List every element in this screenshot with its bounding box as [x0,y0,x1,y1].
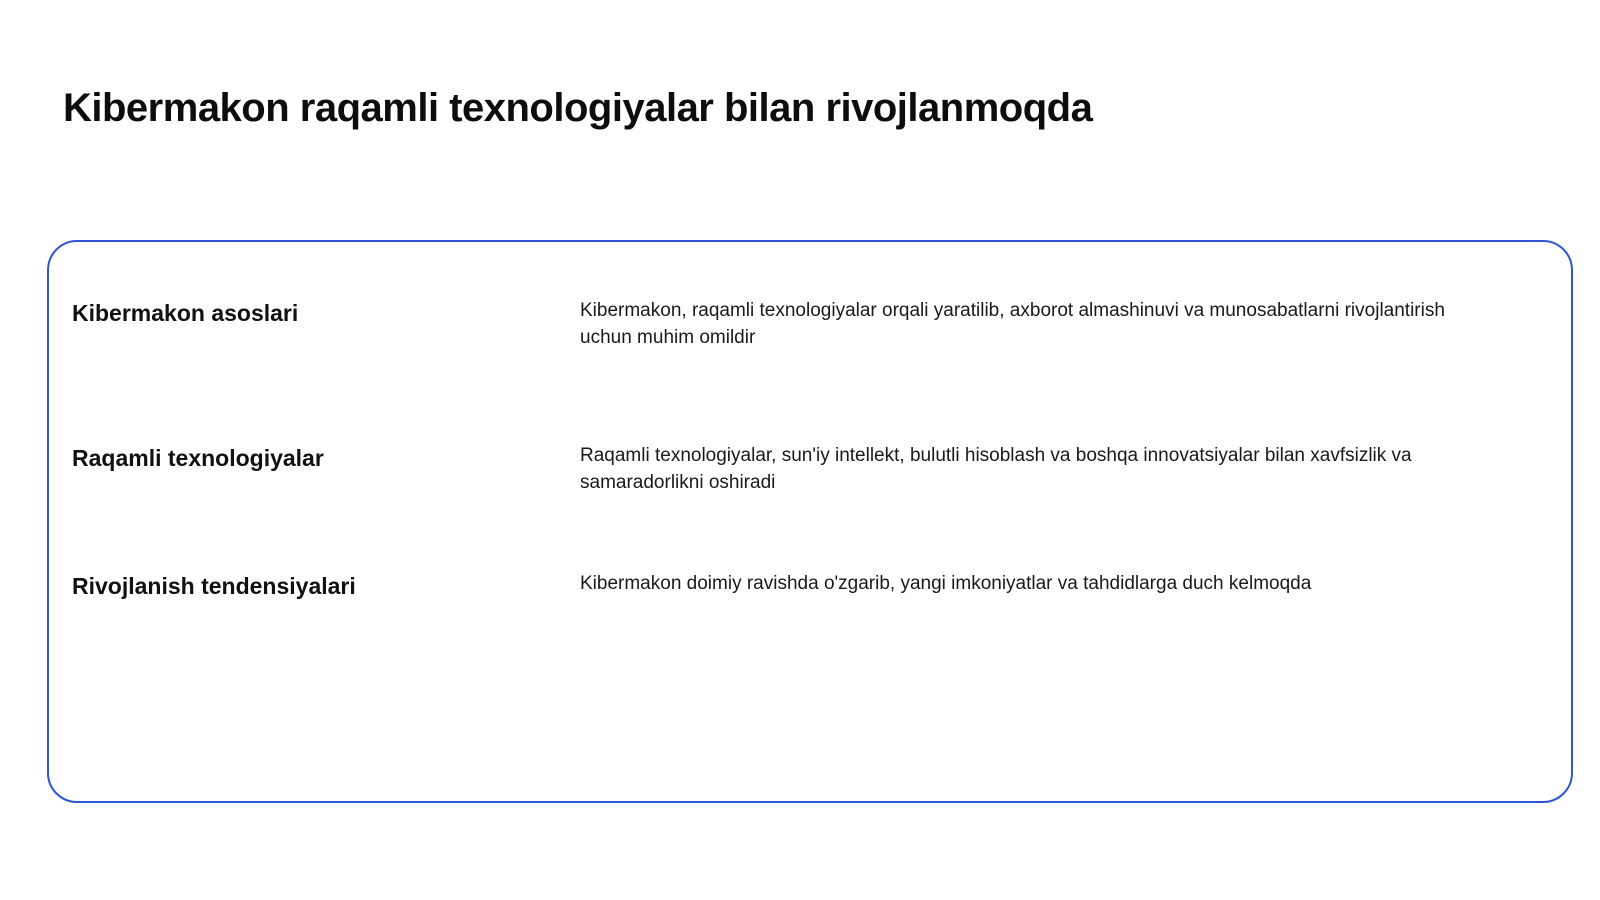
row-description: Kibermakon, raqamli texnologiyalar orqali yaratilib, axborot almashinuvi va munosabatlarni rivojlantirish uchun muhim omildir [580,300,1445,348]
row-heading: Raqamli texnologiyalar [72,445,324,471]
row-description: Kibermakon doimiy ravishda o'zgarib, yangi imkoniyatlar va tahdidlarga duch kelmoqda [580,573,1312,594]
page-title: Kibermakon raqamli texnologiyalar bilan rivojlanmoqda [63,86,1093,130]
content-card [47,240,1573,803]
row-description: Raqamli texnologiyalar, sun'iy intellekt, bulutli hisoblash va boshqa innovatsiyalar bilan xavfsizlik va samaradorlikni oshiradi [580,445,1412,493]
row-heading: Rivojlanish tendensiyalari [72,573,356,599]
row-heading: Kibermakon asoslari [72,300,299,326]
